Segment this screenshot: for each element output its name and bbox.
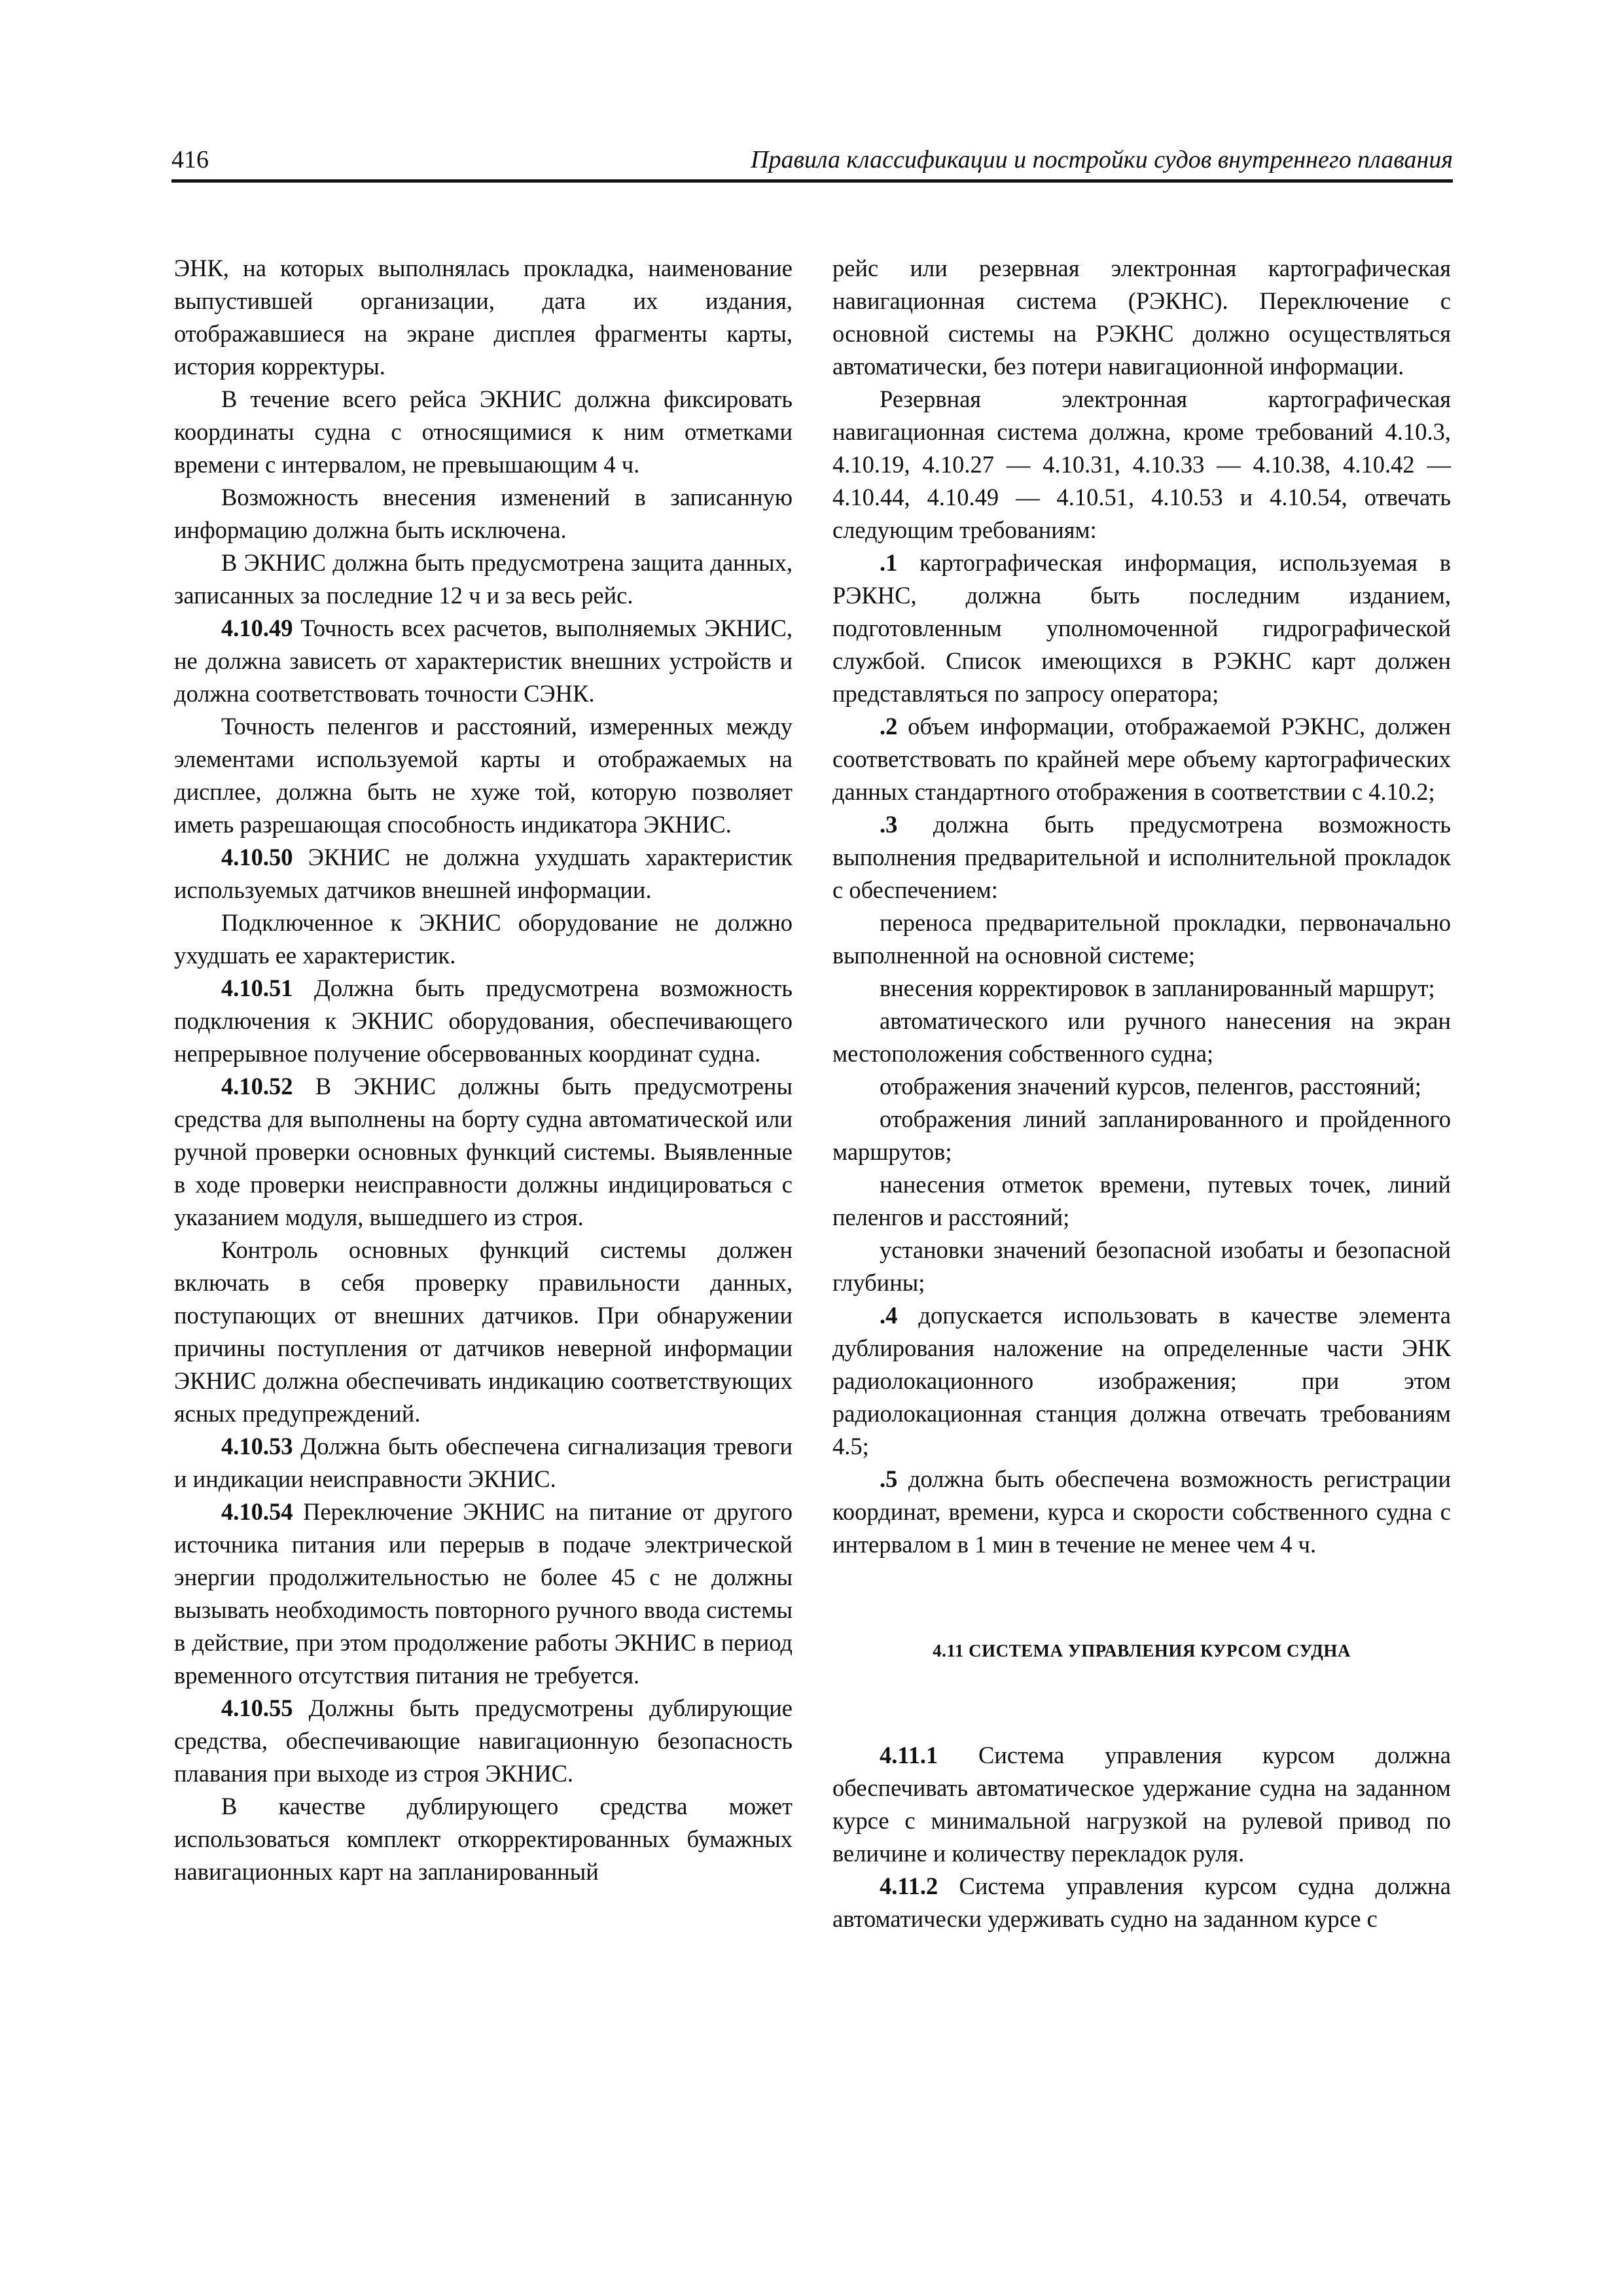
item-number: .3: [880, 811, 898, 838]
running-title: Правила классификации и постройки судов внутреннего плавания: [751, 146, 1453, 173]
clause-text: Должны быть предусмотрены дублирующие средства, обеспечивающие навигационную безопасность плавания при выходе из строя ЭКНИС.: [174, 1695, 793, 1787]
clause-text: Переключение ЭКНИС на питание от другого источника питания или перерыв в подаче электрической энергии продолжительностью не более 45 с не должны вызывать необходимость повторного ручного ввода системы в действие, при этом продолжение работы ЭКНИС в период временного отсутствия питания не требуется.: [174, 1498, 793, 1689]
section-heading: 4.11 СИСТЕМА УПРАВЛЕНИЯ КУРСОМ СУДНА: [933, 1641, 1351, 1660]
sub-item: автоматического или ручного нанесения на экран местоположения собственного судна;: [832, 1007, 1451, 1067]
item-text: объем информации, отображаемой РЭКНС, должен соответствовать по крайней мере объему картографических данных стандартного отображения в соответствии с 4.10.2;: [832, 713, 1451, 805]
item-text: должна быть предусмотрена возможность выполнения предварительной и исполнительной прокладок с обеспечением:: [832, 811, 1451, 903]
list-item-5: [832, 1463, 1451, 1561]
clause-4-10-49: [174, 612, 793, 710]
clause-4-10-54: [174, 1496, 793, 1692]
clause-number: 4.10.50: [221, 844, 293, 870]
clause-4-10-51: [174, 972, 793, 1070]
clause-text: Система управления курсом судна должна автоматически удерживать судно на заданном курсе с: [832, 1873, 1451, 1932]
left-column: [174, 252, 793, 1888]
sub-item: нанесения отметок времени, путевых точек, линий пеленгов и расстояний;: [832, 1171, 1451, 1230]
paragraph: Подключенное к ЭКНИС оборудование не должно ухудшать ее характеристик.: [174, 909, 793, 969]
paragraph: Контроль основных функций системы должен включать в себя проверку правильности данных, поступающих от внешних датчиков. При обнаружении причины поступления от датчиков неверной информации ЭКНИС должна обеспечивать индикацию соответствующих ясных предупреждений.: [174, 1236, 793, 1427]
item-text: картографическая информация, используемая в РЭКНС, должна быть последним изданием, подготовленным уполномоченной гидрографической службой. Список имеющихся в РЭКНС карт должен представляться по запросу оператора;: [832, 549, 1451, 707]
right-column: [832, 252, 1451, 1935]
paragraph: ЭНК, на которых выполнялась прокладка, наименование выпустившей организации, дата их издания, отображавшиеся на экране дисплея фрагменты карты, история корректуры.: [174, 255, 793, 380]
clause-number: 4.11.2: [880, 1873, 938, 1899]
list-item-3: [832, 808, 1451, 906]
clause-4-11-2: [832, 1870, 1451, 1935]
item-text: допускается использовать в качестве элемента дублирования наложение на определенные части ЭНК радиолокационного изображения; при этом радиолокационная станция должна отвечать требованиям 4.5;: [832, 1302, 1451, 1460]
clause-number: 4.10.53: [221, 1433, 293, 1460]
clause-text: Должна быть обеспечена сигнализация тревоги и индикации неисправности ЭКНИС.: [174, 1433, 793, 1492]
clause-number: 4.10.52: [221, 1073, 293, 1100]
clause-4-11-1: [832, 1739, 1451, 1870]
clause-4-10-53: [174, 1430, 793, 1496]
clause-text: Точность всех расчетов, выполняемых ЭКНИС, не должна зависеть от характеристик внешних устройств и должна соответствовать точности СЭНК.: [174, 615, 793, 707]
clause-4-10-55: [174, 1692, 793, 1790]
paragraph: рейс или резервная электронная картографическая навигационная система (РЭКНС). Переключение с основной системы на РЭКНС должно осуществляться автоматически, без потери навигационной информации.: [832, 255, 1451, 380]
paragraph: В качестве дублирующего средства может использоваться комплект откорректированных бумажных навигационных карт на запланированный: [174, 1793, 793, 1885]
page-header: [171, 143, 1453, 183]
list-item-1: [832, 547, 1451, 710]
paragraph: Возможность внесения изменений в записанную информацию должна быть исключена.: [174, 484, 793, 543]
page-number: 416: [171, 146, 209, 173]
sub-item: внесения корректировок в запланированный маршрут;: [880, 975, 1435, 1001]
item-number: .1: [880, 549, 898, 576]
clause-number: 4.10.54: [221, 1498, 293, 1525]
list-item-2: [832, 710, 1451, 808]
paragraph: В течение всего рейса ЭКНИС должна фиксировать координаты судна с относящимися к ним отметками времени с интервалом, не превышающим 4 ч.: [174, 386, 793, 478]
clause-number: 4.10.55: [221, 1695, 293, 1721]
clause-number: 4.11.1: [880, 1742, 938, 1768]
item-text: должна быть обеспечена возможность регистрации координат, времени, курса и скорости собственного судна с интервалом в 1 мин в течение не менее чем 4 ч.: [832, 1465, 1451, 1558]
sub-item: переноса предварительной прокладки, первоначально выполненной на основной системе;: [832, 909, 1451, 969]
item-number: .2: [880, 713, 898, 740]
list-item-4: [832, 1299, 1451, 1463]
paragraph: Точность пеленгов и расстояний, измеренных между элементами используемой карты и отображаемых на дисплее, должна быть не хуже той, которую позволяет иметь разрешающая способность индикатора ЭКНИС.: [174, 713, 793, 838]
sub-item: отображения значений курсов, пеленгов, расстояний;: [880, 1073, 1421, 1100]
clause-text: В ЭКНИС должны быть предусмотрены средства для выполнены на борту судна автоматической или ручной проверки основных функций системы. Выявленные в ходе проверки неисправности должны индицироваться с указанием модуля, вышедшего из строя.: [174, 1073, 793, 1230]
item-number: .5: [880, 1465, 898, 1492]
clause-4-10-52: [174, 1070, 793, 1234]
clause-text: Система управления курсом должна обеспечивать автоматическое удержание судна на заданном курсе с минимальной нагрузкой на рулевой привод по величине и количеству перекладок руля.: [832, 1742, 1451, 1867]
clause-text: Должна быть предусмотрена возможность подключения к ЭКНИС оборудования, обеспечивающего непрерывное получение обсервованных координат судна.: [174, 975, 793, 1067]
item-number: .4: [880, 1302, 898, 1329]
paragraph: Резервная электронная картографическая навигационная система должна, кроме требований 4.10.3, 4.10.19, 4.10.27 — 4.10.31, 4.10.33 — 4.10.38, 4.10.42 — 4.10.44, 4.10.49 — 4.10.51, 4.10.53 и 4.10.54, отвечать следующим требованиям:: [832, 386, 1451, 543]
sub-item: отображения линий запланированного и пройденного маршрутов;: [832, 1105, 1451, 1165]
clause-4-10-50: [174, 841, 793, 906]
clause-number: 4.10.51: [221, 975, 293, 1001]
clause-number: 4.10.49: [221, 615, 293, 641]
paragraph: В ЭКНИС должна быть предусмотрена защита данных, записанных за последние 12 ч и за весь рейс.: [174, 549, 793, 609]
clause-text: ЭКНИС не должна ухудшать характеристик используемых датчиков внешней информации.: [174, 844, 793, 903]
sub-item: установки значений безопасной изобаты и безопасной глубины;: [832, 1236, 1451, 1296]
